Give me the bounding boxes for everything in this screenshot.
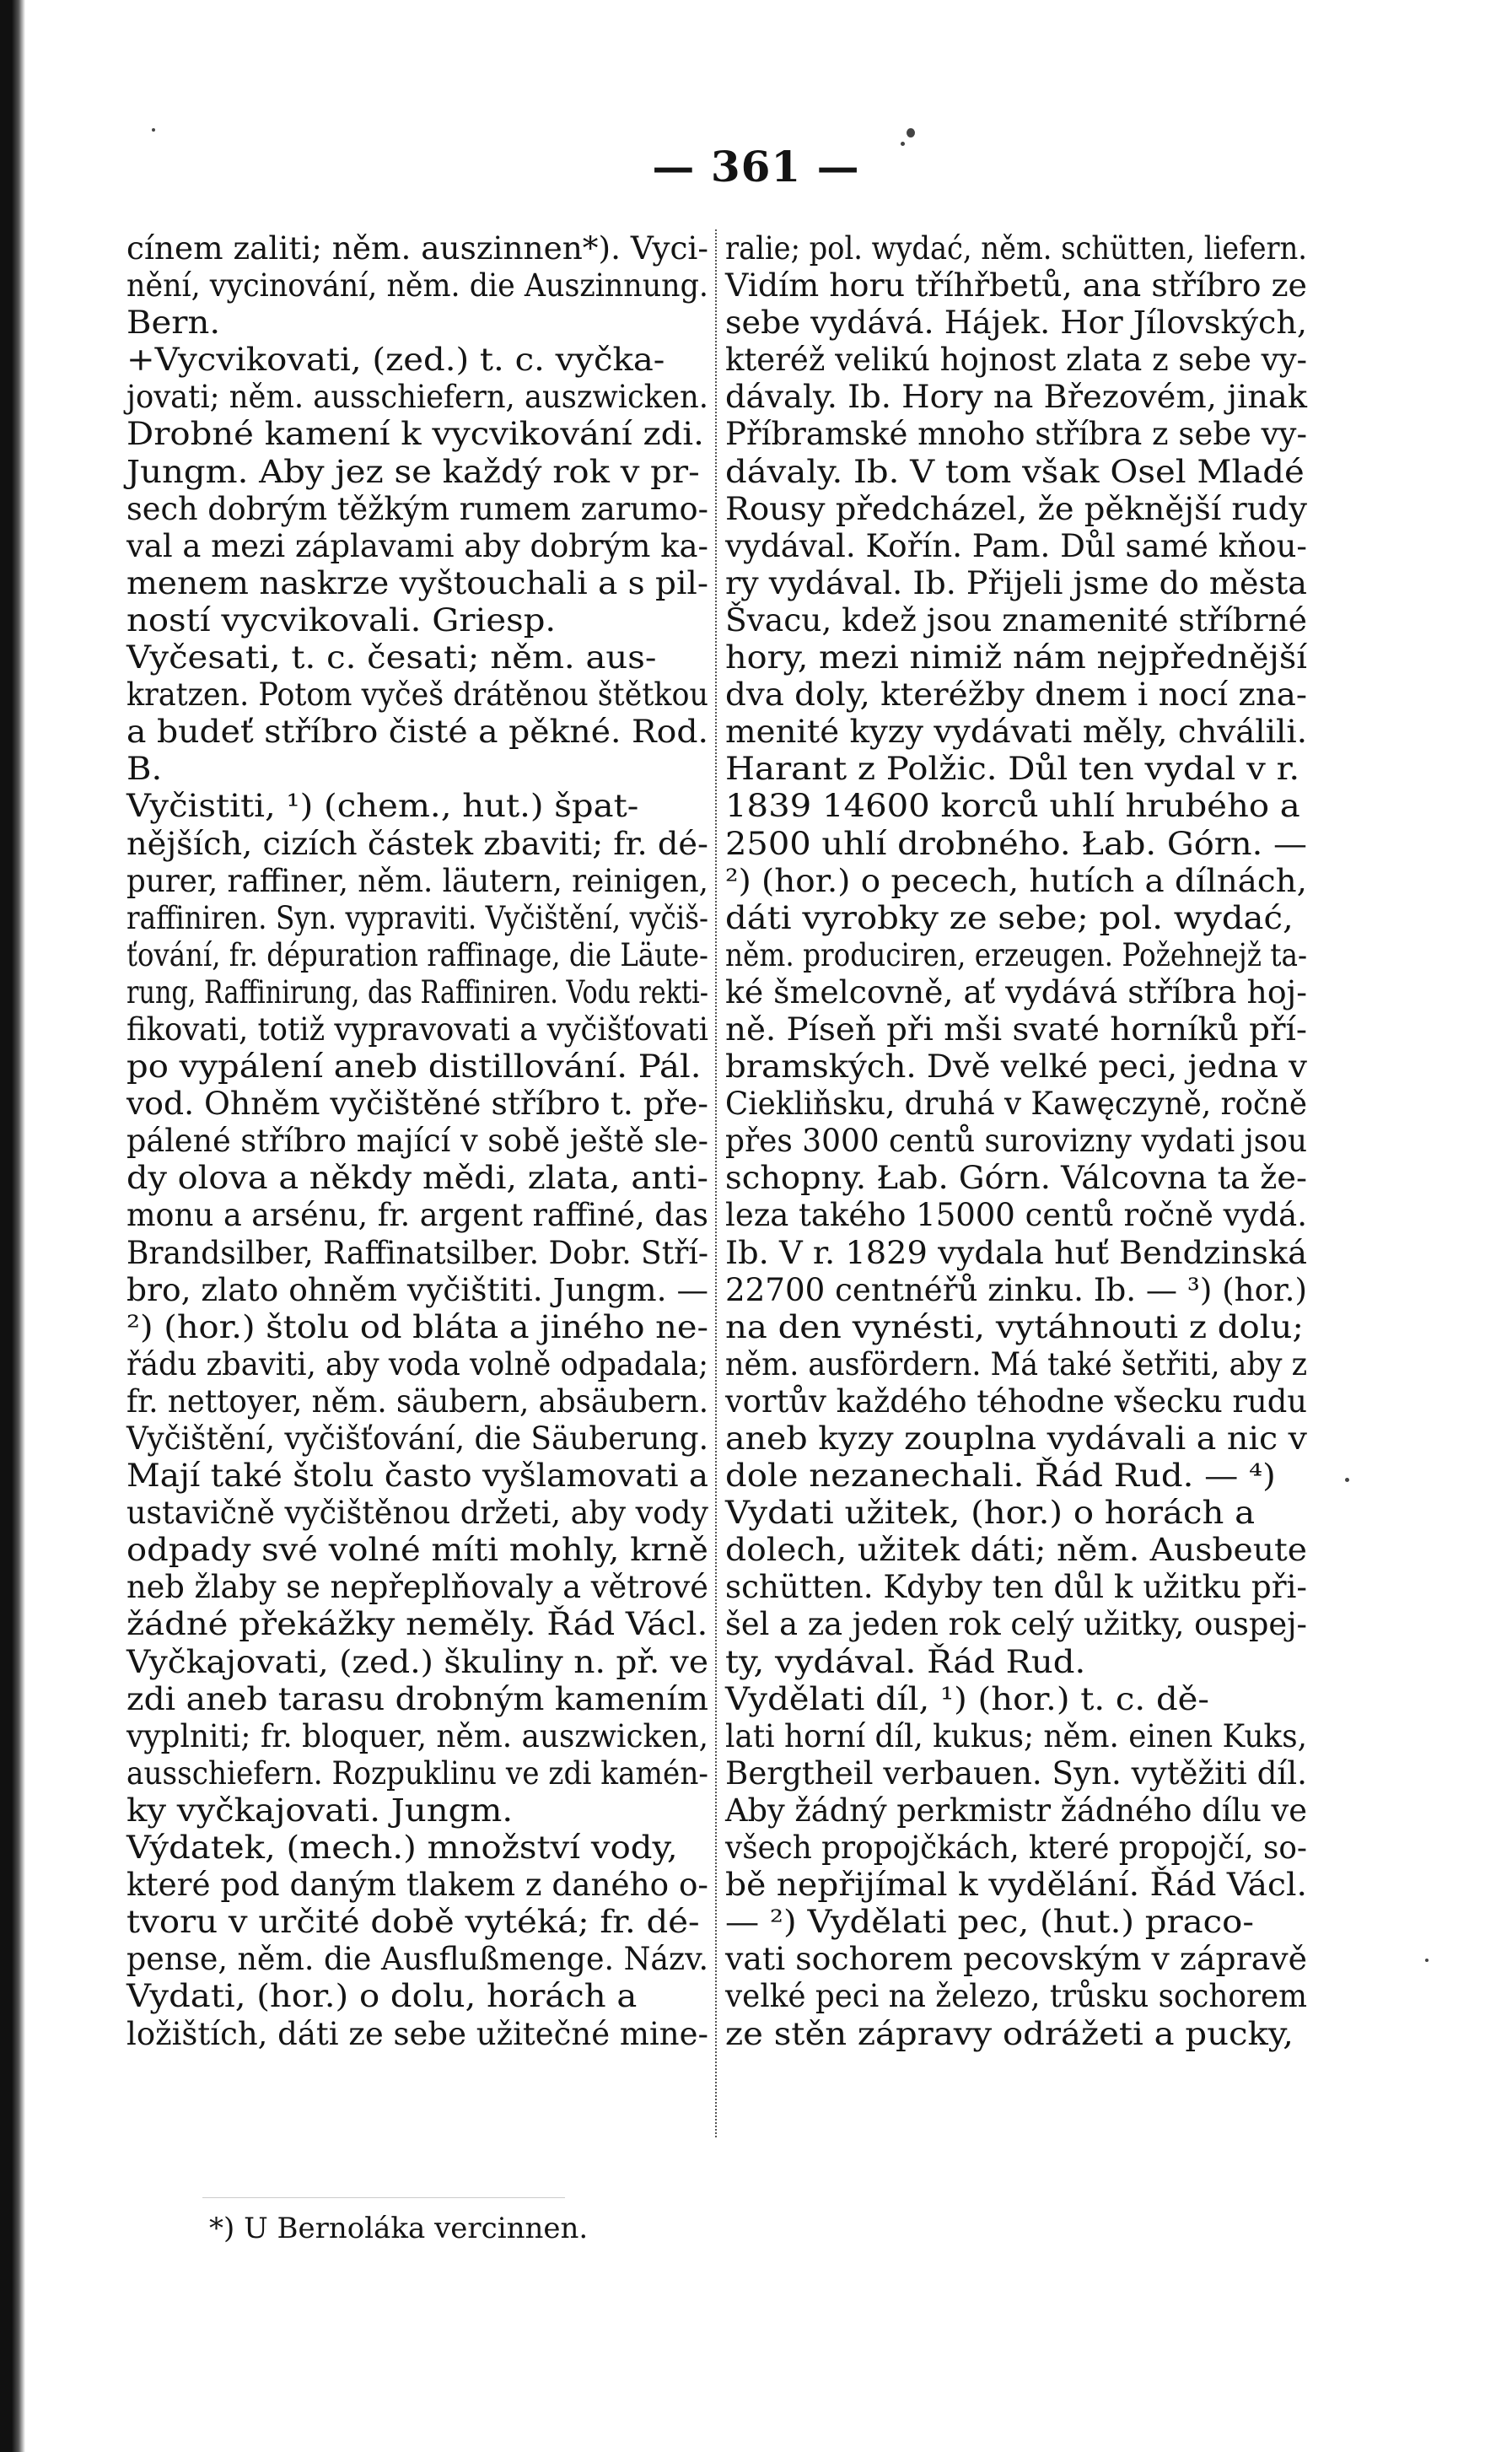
text-line: Brandsilber, Raffinatsilber. Dobr. Stří-	[126, 1233, 708, 1271]
text-line: lati horní díl, kukus; něm. einen Kuks,	[725, 1716, 1307, 1754]
text-line: a budeť stříbro čisté a pěkné. Rod.	[126, 713, 708, 751]
text-line: raffiniren. Syn. vypraviti. Vyčištění, vyčiš-	[126, 898, 708, 936]
text-line: 2500 uhlí drobného. Łab. Górn. —	[725, 824, 1307, 862]
text-line: sech dobrým těžkým rumem zarumo-	[126, 489, 708, 527]
text-line: ustavičně vyčištěnou držeti, aby vody	[126, 1494, 708, 1532]
text-line: rung, Raffinirung, das Raffiniren. Vodu rekti-	[126, 973, 708, 1010]
text-line: Vydati užitek, (hor.) o horách a	[725, 1494, 1256, 1532]
text-line: nějších, cizích částek zbaviti; fr. dé-	[126, 824, 709, 862]
text-line: ně. Píseň při mši svaté horníků pří-	[725, 1010, 1307, 1048]
text-line: bě nepřijímal k vydělání. Řád Václ.	[725, 1866, 1307, 1904]
text-line: ralie; pol. wydać, něm. schütten, liefern.	[725, 229, 1307, 267]
footnote: *) U Bernoláka vercinnen.	[209, 2212, 589, 2245]
text-line: něm. ausfördern. Má také šetřiti, aby z	[725, 1345, 1307, 1382]
text-line: Bergtheil verbauen. Syn. vytěžiti díl.	[725, 1754, 1307, 1792]
text-line: 22700 centnéřů zinku. Ib. — ³) (hor.)	[725, 1270, 1307, 1308]
left-column	[126, 229, 708, 2052]
text-line: ťování, fr. dépuration raffinage, die Läute-	[126, 935, 708, 973]
text-line: Výdatek, (mech.) množství vody,	[126, 1829, 678, 1867]
speck	[1345, 1478, 1349, 1482]
text-line: val a mezi záplavami aby dobrým ka-	[126, 526, 708, 564]
text-line: ²) (hor.) štolu od bláta a jiného ne-	[126, 1307, 708, 1345]
text-line: vod. Ohněm vyčištěné stříbro t. pře-	[126, 1085, 708, 1123]
text-line: schopny. Łab. Górn. Válcovna ta že-	[725, 1159, 1307, 1197]
text-line: ností vycvikovali. Griesp.	[126, 601, 557, 639]
text-line: dávaly. Ib. Hory na Březovém, jinak	[725, 378, 1307, 416]
text-line: leza takého 15000 centů ročně vydá.	[725, 1196, 1307, 1234]
text-line: ry vydával. Ib. Přijeli jsme do města	[725, 563, 1307, 601]
text-line: Příbramské mnoho stříbra z sebe vy-	[725, 415, 1307, 453]
speck	[907, 128, 915, 137]
text-line: dy olova a někdy mědi, zlata, anti-	[126, 1159, 708, 1197]
text-line: kratzen. Potom vyčeš drátěnou štětkou	[126, 676, 708, 714]
text-line: Rousy předcházel, že pěknější rudy	[725, 489, 1307, 527]
text-line: Mají také štolu často vyšlamovati a	[126, 1457, 708, 1495]
text-line: Jungm. Aby jez se každý rok v pr-	[126, 452, 700, 490]
text-line: cínem zaliti; něm. auszinnen*). Vyci-	[126, 229, 708, 267]
text-line: ké šmelcovně, ať vydává stříbra hoj-	[725, 973, 1307, 1010]
text-line: schütten. Kdyby ten důl k užitku při-	[725, 1568, 1307, 1606]
text-line: +Vycvikovati, (zed.) t. c. vyčka-	[126, 341, 665, 379]
text-line: vati sochorem pecovským v zápravě	[725, 1940, 1307, 1978]
text-line: neb žlaby se nepřeplňovaly a větrové	[126, 1568, 708, 1606]
text-line: kteréž velikú hojnost zlata z sebe vy-	[725, 341, 1307, 379]
text-line: Švacu, kdež jsou znamenité stříbrné	[725, 601, 1307, 639]
text-line: dávaly. Ib. V tom však Osel Mladé	[725, 452, 1305, 490]
text-line: dáti vyrobky ze sebe; pol. wydać,	[725, 898, 1294, 936]
text-line: nění, vycinování, něm. die Auszinnung.	[126, 267, 708, 304]
text-line: které pod daným tlakem z daného o-	[126, 1866, 708, 1904]
text-line: ky vyčkajovati. Jungm.	[126, 1791, 514, 1829]
text-line: bro, zlato ohněm vyčištiti. Jungm. —	[126, 1270, 708, 1308]
text-line: odpady své volné míti mohly, krně	[126, 1531, 708, 1569]
text-line: Vyčesati, t. c. česati; něm. aus-	[126, 639, 657, 676]
text-line: něm. produciren, erzeugen. Požehnejž ta-	[725, 935, 1307, 973]
right-column	[725, 229, 1307, 2052]
footnote-divider	[202, 2197, 565, 2198]
column-divider	[715, 229, 717, 2137]
text-line: přes 3000 centů surovizny vydati jsou	[725, 1122, 1307, 1160]
speck	[1425, 1959, 1429, 1962]
text-line: šel a za jeden rok celý užitky, ouspej-	[725, 1605, 1307, 1643]
text-line: na den vynésti, vytáhnouti z dolu;	[725, 1307, 1304, 1345]
text-line: Vidím horu tříhřbetů, ana stříbro ze	[725, 267, 1307, 304]
text-line: zdi aneb tarasu drobným kamením	[126, 1679, 708, 1717]
text-line: dole nezanechali. Řád Rud. — ⁴)	[725, 1457, 1276, 1495]
text-line: vydával. Kořín. Pam. Důl samé kňou-	[725, 526, 1307, 564]
text-line: žádné překážky neměly. Řád Václ.	[126, 1605, 708, 1643]
text-line: menem naskrze vyštouchali a s pil-	[126, 563, 709, 601]
text-line: fr. nettoyer, něm. säubern, absäubern.	[126, 1382, 708, 1420]
text-line: ausschiefern. Rozpuklinu ve zdi kamén-	[126, 1754, 708, 1792]
text-line: pálené stříbro mající v sobě ještě sle-	[126, 1122, 708, 1160]
text-line: hory, mezi nimiž nám nejpřednější	[725, 639, 1307, 676]
text-line: Bern.	[126, 304, 221, 342]
text-line: purer, raffiner, něm. läutern, reinigen,	[126, 861, 708, 899]
text-line: Vyčkajovati, (zed.) škuliny n. př. ve	[126, 1642, 708, 1680]
text-line: Vyčištění, vyčišťování, die Säuberung.	[126, 1420, 708, 1457]
text-line: Drobné kamení k vycvikování zdi.	[126, 415, 704, 453]
text-line: vyplniti; fr. bloquer, něm. auszwicken,	[126, 1716, 708, 1754]
text-line: Ciekliňsku, druhá v Kawęczyně, ročně	[725, 1085, 1307, 1123]
text-line: monu a arsénu, fr. argent raffiné, das	[126, 1196, 708, 1234]
text-line: bramských. Dvě velké peci, jedna v	[725, 1048, 1307, 1086]
text-line: menité kyzy vydávati měly, chválili.	[725, 713, 1307, 751]
text-line: všech propojčkách, které propojčí, so-	[725, 1829, 1307, 1867]
text-line: řádu zbaviti, aby voda volně odpadala;	[126, 1345, 708, 1382]
text-line: ty, vydával. Řád Rud.	[725, 1642, 1086, 1680]
text-line: vortův každého téhodne všecku rudu	[725, 1382, 1307, 1420]
text-line: Vyčistiti, ¹) (chem., hut.) špat-	[126, 787, 639, 825]
scan-left-edge	[0, 0, 25, 2452]
text-line: jovati; něm. ausschiefern, auszwicken.	[126, 378, 708, 416]
text-line: Vydati, (hor.) o dolu, horách a	[126, 1977, 638, 2015]
text-line: — ²) Vydělati pec, (hut.) praco-	[725, 1903, 1254, 1941]
text-line: ²) (hor.) o pecech, hutích a dílnách,	[725, 861, 1307, 899]
text-line: ložištích, dáti ze sebe užitečné mine-	[126, 2014, 708, 2052]
text-line: 1839 14600 korců uhlí hrubého a	[725, 787, 1300, 825]
text-line: sebe vydává. Hájek. Hor Jílovských,	[725, 304, 1307, 342]
speck	[152, 128, 155, 132]
text-line: Aby žádný perkmistr žádného dílu ve	[725, 1791, 1307, 1829]
text-line: fikovati, totiž vypravovati a vyčišťovati	[126, 1010, 708, 1048]
text-line: po vypálení aneb distillování. Pál.	[126, 1048, 702, 1086]
text-line: dolech, užitek dáti; něm. Ausbeute	[725, 1531, 1307, 1569]
text-line: pense, něm. die Ausflußmenge. Názv.	[126, 1940, 708, 1978]
text-line: ze stěn zápravy odrážeti a pucky,	[725, 2014, 1294, 2052]
text-line: Ib. V r. 1829 vydala huť Bendzinská	[725, 1233, 1307, 1271]
text-line: dva doly, kteréžby dnem i nocí zna-	[725, 676, 1307, 714]
page-number: — 361 —	[652, 142, 860, 191]
text-line: Harant z Polžic. Důl ten vydal v r.	[725, 750, 1300, 788]
text-line: aneb kyzy zouplna vydávali a nic v	[725, 1420, 1307, 1457]
text-line: B.	[126, 750, 163, 788]
text-line: tvoru v určité době vytéká; fr. dé-	[126, 1903, 700, 1941]
text-line: Vydělati díl, ¹) (hor.) t. c. dě-	[725, 1679, 1210, 1717]
text-line: velké peci na železo, trůsku sochorem	[725, 1977, 1307, 2015]
